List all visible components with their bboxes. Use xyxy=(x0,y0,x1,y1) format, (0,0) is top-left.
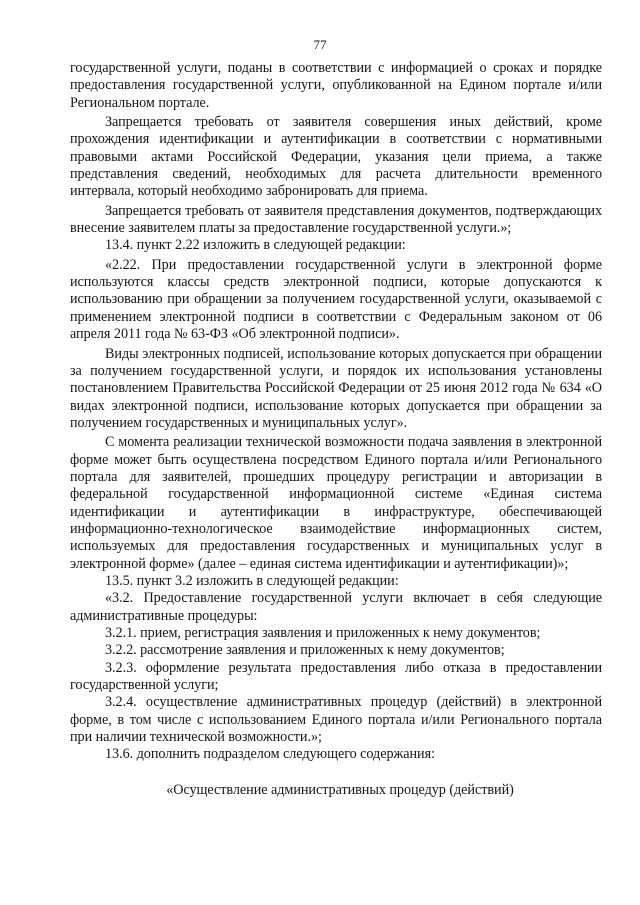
paragraph-item-13-6: 13.6. дополнить подразделом следующего содержания: xyxy=(105,746,435,763)
paragraph-signature-types: Виды электронных подписей, использование которых допускается при обращении за получением государственной услуги, и порядок их использования установлены постановлением Правительства Российской Федерации от 25 июня 2012 года № 634 «О видах электронной подписи, использование которых допускается при обращении за получением государственных и муниципальных услуг». xyxy=(70,345,602,431)
paragraph-clause-3-2-4: 3.2.4. осуществление административных процедур (действий) в электронной форме, в том числе с использованием Единого портала и/или Регионального портала при наличии технической возможности.»; xyxy=(70,694,602,746)
paragraph-electronic-submission: С момента реализации технической возможности подача заявления в электронной форме может быть осуществлена посредством Единого портала и/или Регионального портала для заявителей, прошедших процедуру регистрации и авторизации в федеральной государственной информационной системе «Единая система идентификации и аутентификации в инфраструктуре, обеспечивающей информационно-технологическое взаимодействие информационных систем, используемых для предоставления государственных и муниципальных услуг в электронной форме» (далее – единая система идентификации и аутентификации)»; xyxy=(70,434,602,572)
paragraph-clause-3-2-1: 3.2.1. прием, регистрация заявления и приложенных к нему документов; xyxy=(105,625,541,641)
paragraph-prohibition-documents: Запрещается требовать от заявителя представления документов, подтверждающих внесение заявителем платы за предоставление государственной услуги.»; xyxy=(70,202,602,237)
paragraph-item-13-4: 13.4. пункт 2.22 изложить в следующей редакции: xyxy=(105,237,406,254)
paragraph-continuation: государственной услуги, поданы в соответствии с информацией о сроках и порядке предоставления государственной услуги, опубликованной на Едином портале и/или Региональном портале. xyxy=(70,60,602,111)
paragraph-clause-2-22: «2.22. При предоставлении государственной услуги в электронной форме используются классы средств электронной подписи, которые допускаются к использованию при обращении за получением государственной услуги, оказываемой с применением электронной подписи в соответствии с Федеральным законом от 06 апреля 2011 года № 63-ФЗ «Об электронной подписи». xyxy=(70,256,602,343)
page-number: 77 xyxy=(313,37,327,52)
subsection-heading: «Осуществление административных процедур (действий) xyxy=(166,781,514,798)
paragraph-item-13-5: 13.5. пункт 3.2 изложить в следующей редакции: xyxy=(105,572,399,589)
paragraph-clause-3-2-2: 3.2.2. рассмотрение заявления и приложенных к нему документов; xyxy=(105,642,505,659)
paragraph-clause-3-2-3: 3.2.3. оформление результата предоставления либо отказа в предоставлении государственной услуги; xyxy=(70,659,602,694)
paragraph-prohibition-actions: Запрещается требовать от заявителя совершения иных действий, кроме прохождения идентификации и аутентификации в соответствии с нормативными правовыми актами Российской Федерации, указания цели приема, а также представления сведений, необходимых для расчета длительности временного интервала, который необходимо забронировать для приема. xyxy=(70,114,602,200)
document-body xyxy=(70,60,602,799)
paragraph-clause-3-2: «3.2. Предоставление государственной услуги включает в себя следующие административные процедуры: xyxy=(70,590,602,624)
